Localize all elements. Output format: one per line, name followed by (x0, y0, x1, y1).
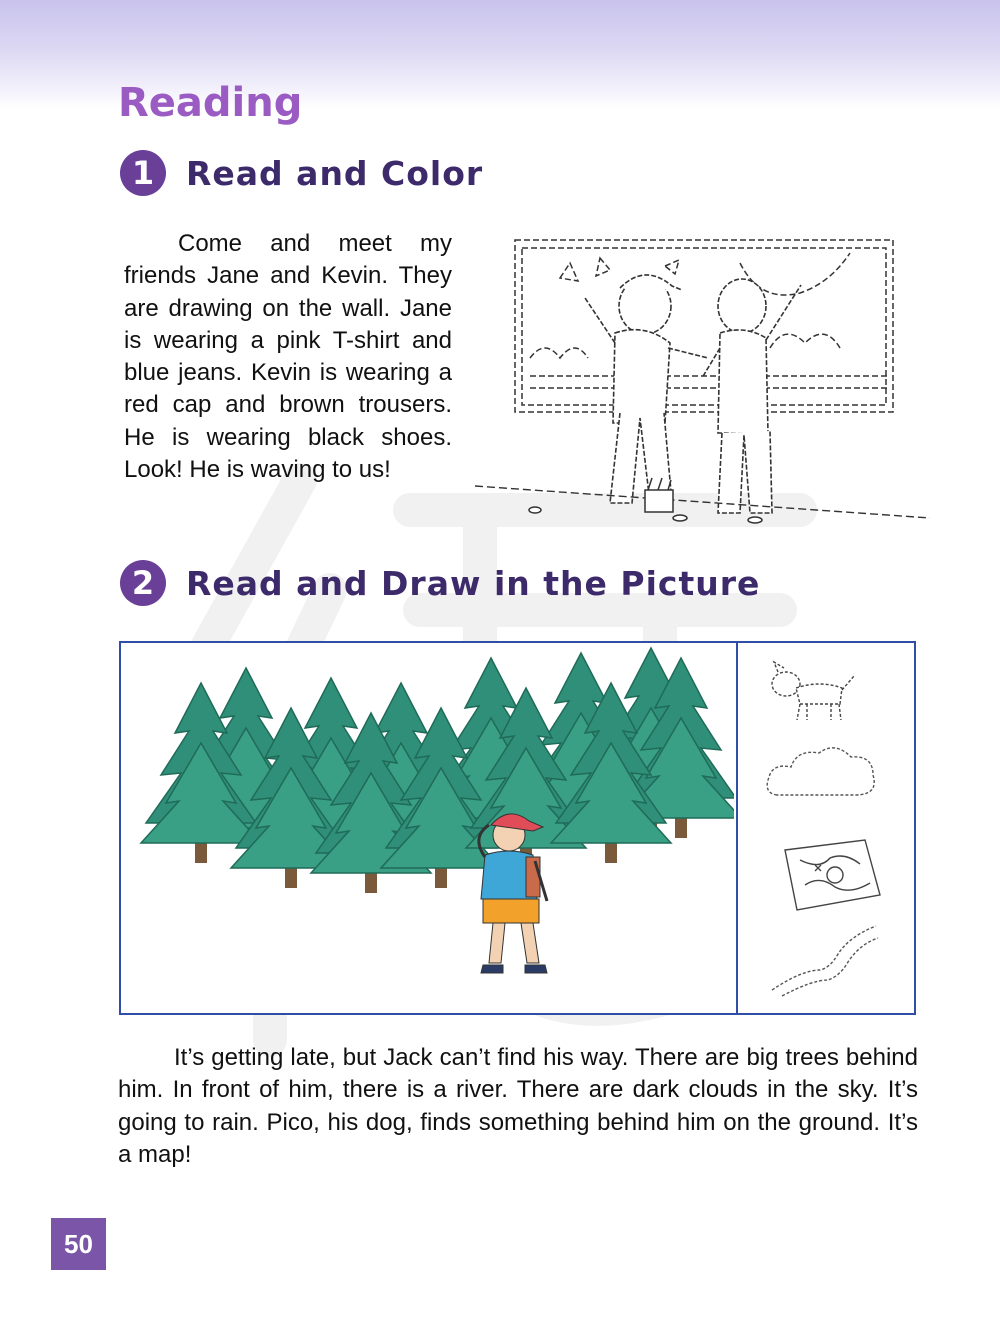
passage-2: It’s getting late, but Jack can’t find his way. There are big trees behind him. In front of him, there is a river. There are dark clouds in the sky. It’s going to rain. Pico, his dog, finds something behind him on the ground. It’s a map! (118, 1044, 918, 1168)
kids-drawing-illustration (470, 228, 930, 528)
frame-divider (736, 641, 738, 1015)
map-icon (775, 835, 885, 915)
passage-1: Come and meet my friends Jane and Kevin. They are drawing on the wall. Jane is wearing a pink T-shirt and blue jeans. Kevin is wearing a red cap and brown trousers. He is wearing black shoes. Look! He is waving to us! (124, 230, 452, 484)
section-1-number: 1 (120, 150, 166, 196)
page-heading: Reading (118, 80, 303, 126)
section-1-title (120, 150, 483, 196)
cloud-icon (762, 745, 882, 803)
section-2-label: Read and Draw in the Picture (186, 563, 761, 603)
page-number: 50 (51, 1218, 106, 1270)
forest-scene (121, 643, 734, 1013)
dog-icon (766, 660, 858, 724)
section-1-label: Read and Color (186, 153, 484, 193)
river-icon (768, 922, 880, 997)
section-2-title (120, 560, 760, 606)
section-2-number: 2 (120, 560, 166, 606)
